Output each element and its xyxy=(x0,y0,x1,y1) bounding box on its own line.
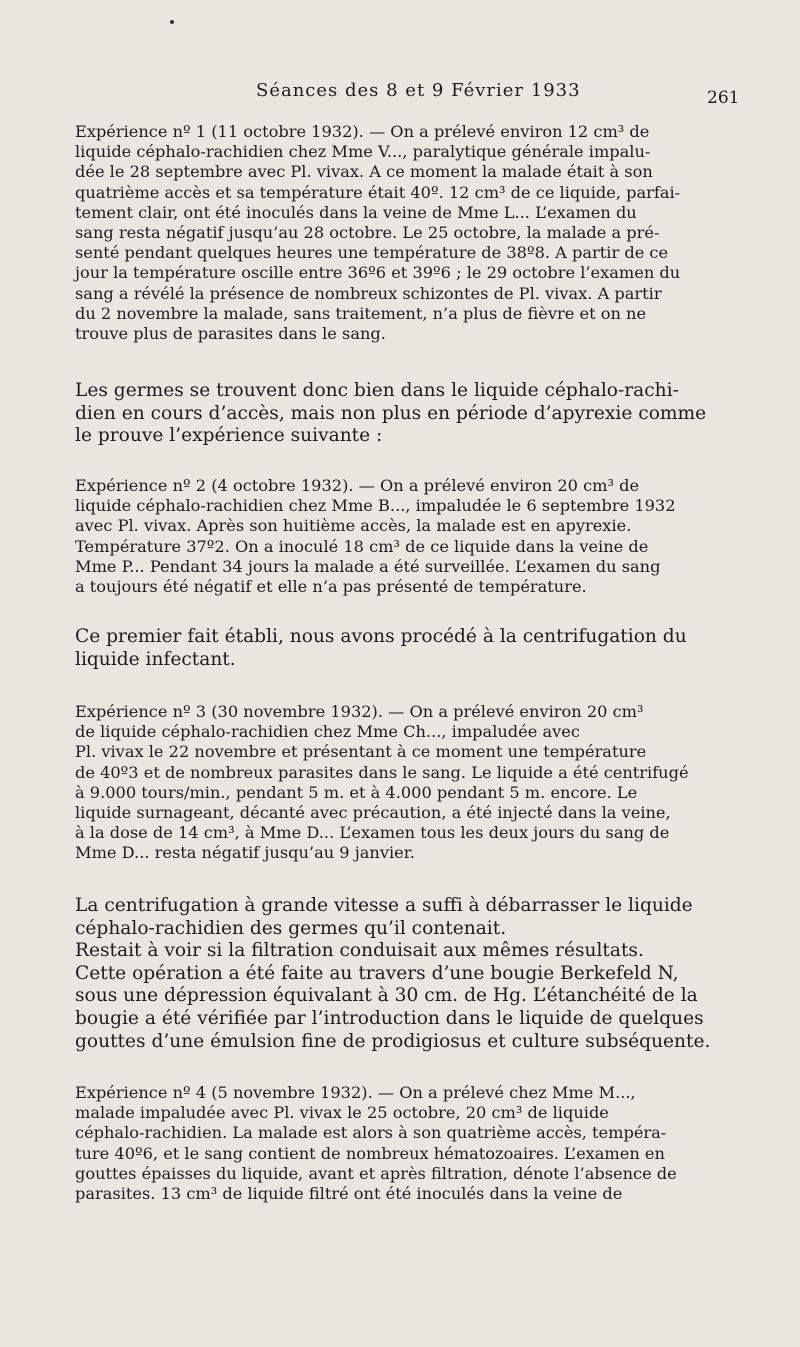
experience-1-paragraph: Expérience nº 1 (11 octobre 1932). — On a prélevé environ 12 cm³ de liquide céphalo-rachidien chez Mme V..., paralytique générale impalu- dée le 28 septembre avec Pl. vivax. A ce moment la malade était à son quatrième accès et sa température était 40º. 12 cm³ de ce liquide, parfai- tement clair, ont été inoculés dans la veine de Mme L... L’examen du sang resta négatif jusqu’au 28 octobre. Le 25 octobre, la malade a pré- senté pendant quelques heures une température de 38º8. A partir de ce jour la température oscille entre 36º6 et 39º6 ; le 29 octobre l’examen du sang a révélé la présence de nombreux schizontes de Pl. vivax. A partir du 2 novembre la malade, sans traitement, n’a plus de fièvre et on ne trouve plus de parasites dans le sang. xyxy=(75,122,681,344)
filtration-paragraph: La centrifugation à grande vitesse a suffi à débarrasser le liquide céphalo-rachidien des germes qu’il contenait. Restait à voir si la filtration conduisait aux mêmes résultats. Cette opération a été faite au travers d’une bougie Berkefeld N, sous une dépression équivalant à 30 cm. de Hg. L’étanchéité de la bougie a été vérifiée par l’introduction dans le liquide de quelques gouttes d’une émulsion fine de prodigiosus et culture subséquente. xyxy=(75,895,711,1052)
page-header xyxy=(0,80,800,110)
running-head: Séances des 8 et 9 Février 1933 xyxy=(256,80,581,101)
germs-paragraph: Les germes se trouvent donc bien dans le liquide céphalo-rachi- dien en cours d’accès, mais non plus en période d’apyrexie comme le prouve l’expérience suivante : xyxy=(75,380,707,447)
page-number: 261 xyxy=(707,88,740,108)
centrifugation-intro-paragraph: Ce premier fait établi, nous avons procédé à la centrifugation du liquide infectant. xyxy=(75,626,687,670)
experience-4-paragraph: Expérience nº 4 (5 novembre 1932). — On a prélevé chez Mme M..., malade impaludée avec Pl. vivax le 25 octobre, 20 cm³ de liquide céphalo-rachidien. La malade est alors à son quatrième accès, tempéra- ture 40º6, et le sang contient de nombreux hématozoaires. L’examen en gouttes épaisses du liquide, avant et après filtration, dénote l’absence de parasites. 13 cm³ de liquide filtré ont été inoculés dans la veine de xyxy=(75,1083,677,1204)
experience-2-paragraph: Expérience nº 2 (4 octobre 1932). — On a prélevé environ 20 cm³ de liquide céphalo-rachidien chez Mme B..., impaludée le 6 septembre 1932 avec Pl. vivax. Après son huitième accès, la malade est en apyrexie. Température 37º2. On a inoculé 18 cm³ de ce liquide dans la veine de Mme P... Pendant 34 jours la malade a été surveillée. L’examen du sang a toujours été négatif et elle n’a pas présenté de température. xyxy=(75,476,676,597)
speck xyxy=(170,20,174,24)
experience-3-paragraph: Expérience nº 3 (30 novembre 1932). — On a prélevé environ 20 cm³ de liquide céphalo-rachidien chez Mme Ch..., impaludée avec Pl. vivax le 22 novembre et présentant à ce moment une température de 40º3 et de nombreux parasites dans le sang. Le liquide a été centrifugé à 9.000 tours/min., pendant 5 m. et à 4.000 pendant 5 m. encore. Le liquide surnageant, décanté avec précaution, a été injecté dans la veine, à la dose de 14 cm³, à Mme D... L’examen tous les deux jours du sang de Mme D... resta négatif jusqu’au 9 janvier. xyxy=(75,702,689,863)
